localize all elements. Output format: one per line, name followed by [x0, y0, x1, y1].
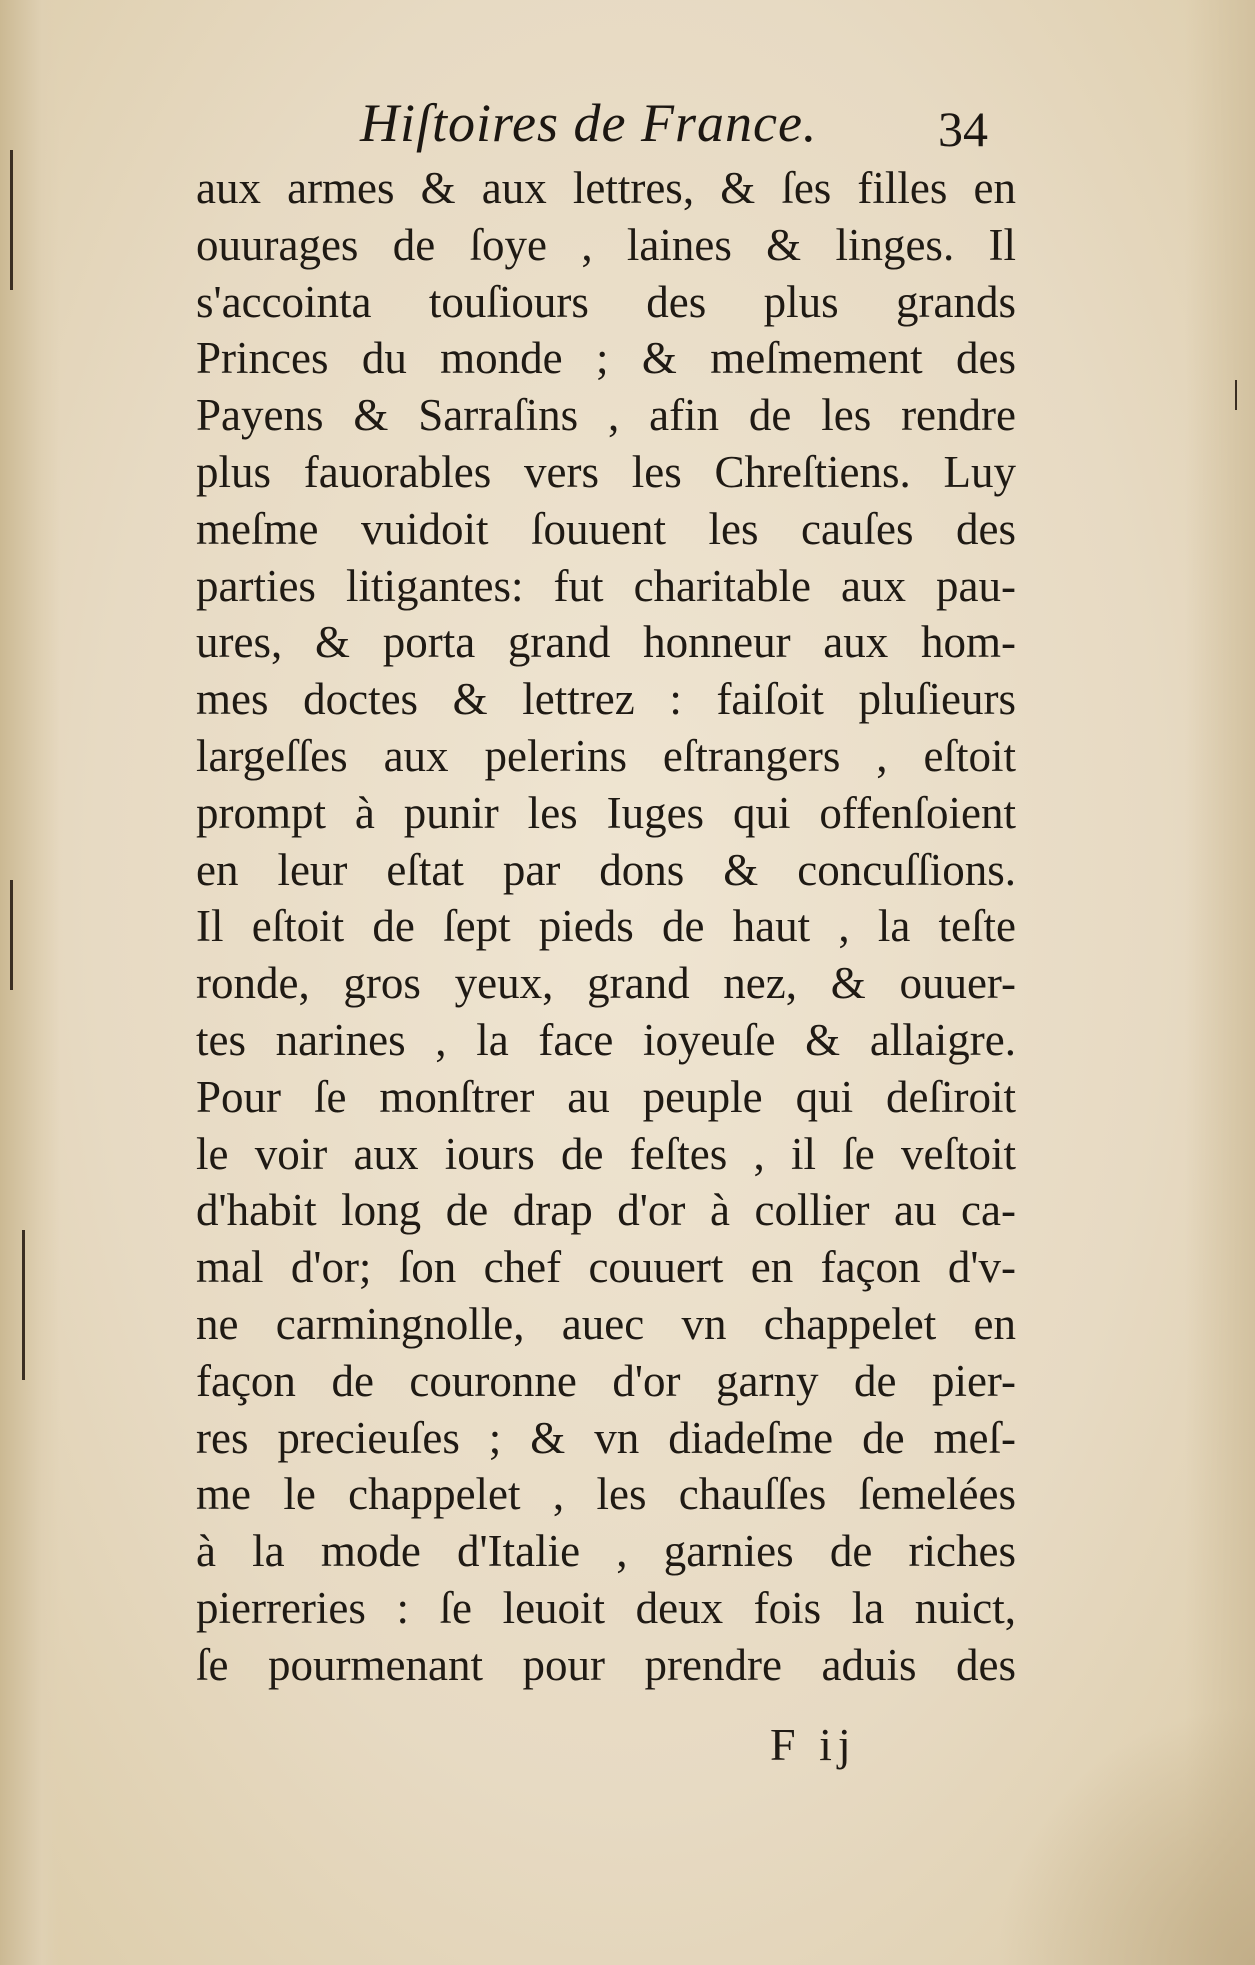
- page-edge-shadow-left: [0, 0, 60, 1965]
- text-line: ouurages de ſoye , laines & linges. Il: [196, 219, 1016, 270]
- text-line: Pour ſe monſtrer au peuple qui deſiroit: [196, 1071, 1016, 1122]
- text-line: me le chappelet , les chauſſes ſemelées: [196, 1469, 1016, 1520]
- text-line: prompt à punir les Iuges qui offenſoient: [196, 787, 1016, 838]
- text-line: le voir aux iours de feſtes , il ſe veſtoit: [196, 1128, 1016, 1179]
- body-text: [196, 160, 1016, 1694]
- text-line: pierreries : ſe leuoit deux fois la nuict,: [196, 1582, 1016, 1633]
- text-line: plus fauorables vers les Chreſtiens. Luy: [196, 446, 1016, 497]
- edge-mark: [1235, 380, 1237, 410]
- running-header: [200, 92, 1030, 162]
- text-line: largeſſes aux pelerins eſtrangers , eſtoit: [196, 730, 1016, 781]
- signature-mark: F ij: [770, 1719, 857, 1770]
- text-line: Il eſtoit de ſept pieds de haut , la teſte: [196, 901, 1016, 952]
- text-line: aux armes & aux lettres, & ſes filles en: [196, 163, 1016, 213]
- text-line: parties litigantes: fut charitable aux pau-: [196, 560, 1016, 611]
- text-line: Princes du monde ; & meſmement des: [196, 333, 1016, 384]
- text-line: d'habit long de drap d'or à collier au ca-: [196, 1185, 1016, 1236]
- text-line: ſe pourmenant pour prendre aduis des: [196, 1639, 1016, 1690]
- running-title: Hiſtoires de France.: [360, 93, 818, 153]
- page-number: 34: [938, 101, 988, 157]
- text-line: s'accointa touſiours des plus grands: [196, 276, 1016, 327]
- gutter-mark: [10, 880, 13, 990]
- text-line: meſme vuidoit ſouuent les cauſes des: [196, 503, 1016, 554]
- text-line: mes doctes & lettrez : faiſoit pluſieurs: [196, 674, 1016, 725]
- text-line: en leur eſtat par dons & concuſſions.: [196, 844, 1016, 895]
- text-line: ronde, gros yeux, grand nez, & ouuer-: [196, 958, 1016, 1009]
- gutter-mark: [22, 1230, 25, 1380]
- text-line: tes narines , la face ioyeuſe & allaigre.: [196, 1014, 1016, 1065]
- text-line: mal d'or; ſon chef couuert en façon d'v-: [196, 1242, 1016, 1293]
- text-line: façon de couronne d'or garny de pier-: [196, 1355, 1016, 1406]
- text-line: ne carmingnolle, auec vn chappelet en: [196, 1298, 1016, 1349]
- text-line: res precieuſes ; & vn diadeſme de meſ-: [196, 1412, 1016, 1463]
- page-edge-shadow-right: [1185, 0, 1255, 1965]
- gutter-mark: [10, 150, 13, 290]
- text-line: Payens & Sarraſins , afin de les rendre: [196, 390, 1016, 441]
- text-line: ures, & porta grand honneur aux hom-: [196, 617, 1016, 668]
- page-corner-stain: [995, 1705, 1255, 1965]
- text-line: à la mode d'Italie , garnies de riches: [196, 1526, 1016, 1577]
